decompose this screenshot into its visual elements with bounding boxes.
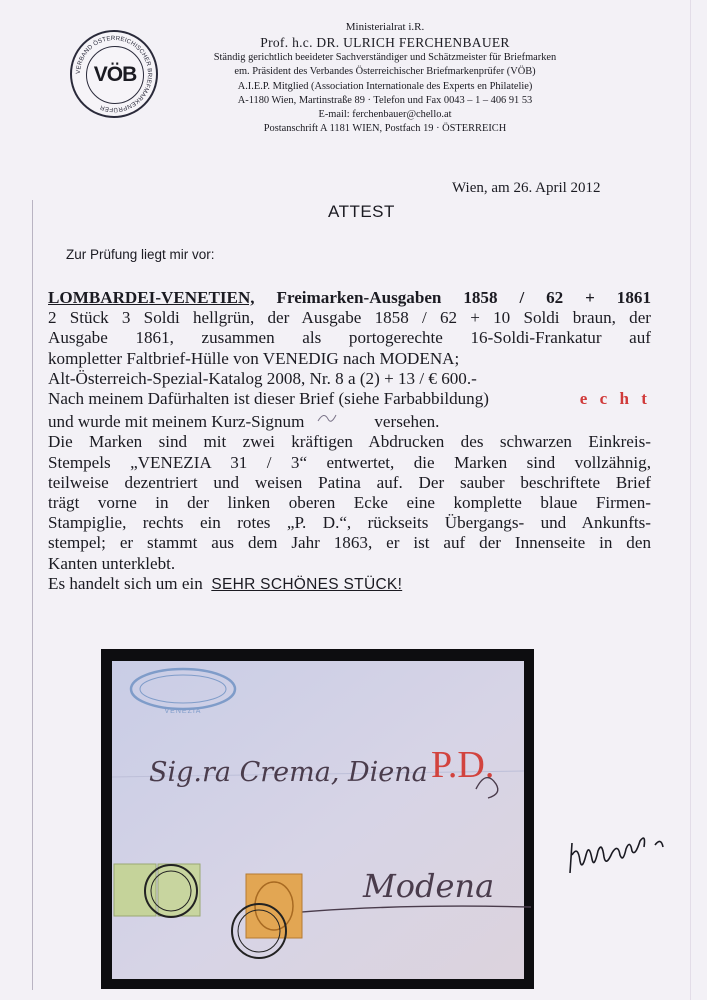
- body-line: teilweise dezentriert und weisen Patina auf. Der sauber beschriftete Brief: [48, 472, 651, 492]
- body-line: Ausgabe 1861, zusammen als portogerechte 16-Soldi-Frankatur auf: [48, 328, 651, 348]
- letterhead-email: E-mail: ferchenbauer@chello.at: [318, 109, 452, 121]
- conclusion-text: Es handelt sich um ein: [48, 573, 203, 593]
- body-line: trägt vorne in der linken oberen Ecke eine komplette blaue Firmen-: [48, 493, 651, 513]
- seal-ring-text: VERBAND ÖSTERREICHISCHER BRIEFMARKENPRÜFER: [74, 34, 154, 114]
- body-heading: [48, 288, 651, 308]
- signum-line: [48, 409, 651, 432]
- signum-text: und wurde mit meinem Kurz-Signum: [48, 412, 305, 432]
- firm-stamp-text: VENEZIA: [164, 708, 202, 715]
- letterhead-line: Ministerialrat i.R.: [345, 21, 425, 33]
- body-line: Stampiglie, rechts ein rotes „P. D.“, rückseits Übergangs- und Ankunfts-: [48, 513, 651, 533]
- attest-body: [48, 288, 651, 595]
- issue-title: Freimarken-Ausgaben 1858 / 62 + 1861: [276, 288, 651, 307]
- body-line: 2 Stück 3 Soldi hellgrün, der Ausgabe 1858 / 62 + 10 Soldi braun, der: [48, 308, 651, 328]
- letterhead: [160, 20, 610, 136]
- cover-illustration: [101, 649, 534, 989]
- page-border: [690, 0, 691, 1000]
- letterhead-line: Ständig gerichtlich beeideter Sachverständiger und Schätzmeister für Briefmarken: [213, 52, 557, 64]
- body-line: stempel; er stammt aus dem Jahr 1863, er ist auf der Innenseite in den: [48, 533, 651, 553]
- verdict-echt: e c h t: [579, 389, 651, 409]
- red-pd-mark: P.D.: [431, 744, 495, 786]
- body-line: Die Marken sind mit zwei kräftigen Abdrucken des schwarzen Einkreis-: [48, 432, 651, 452]
- expert-signature: [560, 825, 670, 890]
- conclusion-verdict: SEHR SCHÖNES STÜCK!: [211, 575, 403, 593]
- territory: LOMBARDEI-VENETIEN,: [48, 288, 255, 307]
- letterhead-line: A-1180 Wien, Martinstraße 89 · Telefon und Fax 0043 – 1 – 406 91 53: [237, 94, 533, 106]
- letterhead-address: Postanschrift A 1181 WIEN, Postfach 19 · ÖSTERREICH: [263, 123, 507, 135]
- letterhead-line: em. Präsident des Verbandes Österreichischer Briefmarkenprüfer (VÖB): [234, 66, 536, 78]
- address-line-2: Modena: [363, 867, 495, 905]
- voeb-seal: [70, 30, 158, 118]
- opinion-line: [48, 389, 651, 409]
- letterhead-name: Prof. h.c. DR. ULRICH FERCHENBAUER: [260, 35, 510, 51]
- cover-photo: [101, 649, 534, 989]
- signum-mark: [304, 409, 374, 432]
- page-border: [32, 200, 33, 990]
- signum-text-end: versehen.: [374, 412, 440, 432]
- letterhead-line: A.I.E.P. Mitglied (Association Internationale des Experts en Philatelie): [237, 80, 533, 92]
- stamp-10-soldi: [246, 874, 302, 938]
- seal-center: VÖB: [86, 46, 144, 104]
- body-line: kompletter Faltbrief-Hülle von VENEDIG nach MODENA;: [48, 348, 460, 368]
- address-line-1: Sig.ra Crema, Diena: [149, 757, 428, 788]
- conclusion-line: [48, 574, 651, 595]
- document-date: Wien, am 26. April 2012: [452, 180, 601, 196]
- body-line: Stempels „VENEZIA 31 / 3“ entwertet, die Marken sind vollzähnig,: [48, 452, 651, 472]
- intro-text: Zur Prüfung liegt mir vor:: [66, 247, 215, 262]
- opinion-text: Nach meinem Dafürhalten ist dieser Brief (siehe Farbabbildung): [48, 389, 489, 409]
- catalog-line: Alt-Österreich-Spezial-Katalog 2008, Nr. 8 a (2) + 13 / € 600.-: [48, 368, 477, 388]
- body-line: Kanten unterklebt.: [48, 553, 176, 573]
- document-title: ATTEST: [328, 202, 395, 221]
